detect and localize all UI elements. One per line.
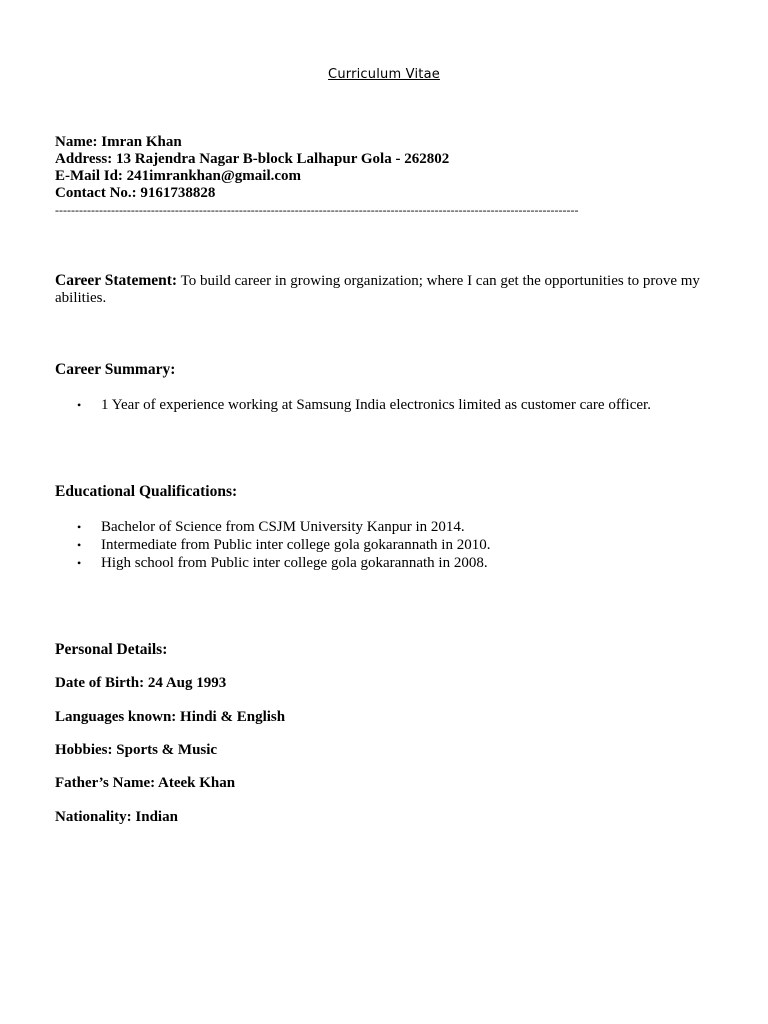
personal-details-heading: Personal Details: <box>55 641 168 658</box>
list-item <box>55 396 651 414</box>
languages-line: Languages known: Hindi & English <box>55 709 286 725</box>
list-item-text: Bachelor of Science from CSJM University Kanpur in 2014. <box>101 519 465 535</box>
career-statement <box>55 272 715 307</box>
list-item-text: Intermediate from Public inter college gola gokarannath in 2010. <box>101 537 491 553</box>
address-line: Address: 13 Rajendra Nagar B-block Lalhapur Gola - 262802 <box>55 151 450 167</box>
name-line: Name: Imran Khan <box>55 134 182 150</box>
list-item <box>55 518 490 536</box>
education-heading: Educational Qualifications: <box>55 483 238 500</box>
career-statement-text: To build career in growing organization; where I can get the opportunities to prove my abilities. <box>55 273 700 306</box>
career-statement-label: Career Statement: <box>55 272 178 289</box>
email-line: E-Mail Id: 241imrankhan@gmail.com <box>55 168 302 184</box>
bullet-icon: • <box>77 398 82 412</box>
career-summary-heading: Career Summary: <box>55 361 176 378</box>
career-summary-list <box>55 396 651 414</box>
dob-line: Date of Birth: 24 Aug 1993 <box>55 675 227 691</box>
bullet-icon: • <box>77 556 82 570</box>
nationality-line: Nationality: Indian <box>55 809 178 825</box>
bullet-icon: • <box>77 538 82 552</box>
dashed-divider: ----------------------------------------------------------------------------------------------------------------------------------- <box>55 203 579 217</box>
phone-line: Contact No.: 9161738828 <box>55 185 216 201</box>
list-item <box>55 554 490 572</box>
father-name-line: Father’s Name: Ateek Khan <box>55 775 236 791</box>
bullet-icon: • <box>77 520 82 534</box>
list-item-text: 1 Year of experience working at Samsung India electronics limited as customer care officer. <box>101 397 651 413</box>
education-list <box>55 518 490 572</box>
document-title: Curriculum Vitae <box>328 67 440 82</box>
list-item <box>55 536 490 554</box>
list-item-text: High school from Public inter college gola gokarannath in 2008. <box>101 555 488 571</box>
hobbies-line: Hobbies: Sports & Music <box>55 742 218 758</box>
contact-block <box>55 134 449 202</box>
